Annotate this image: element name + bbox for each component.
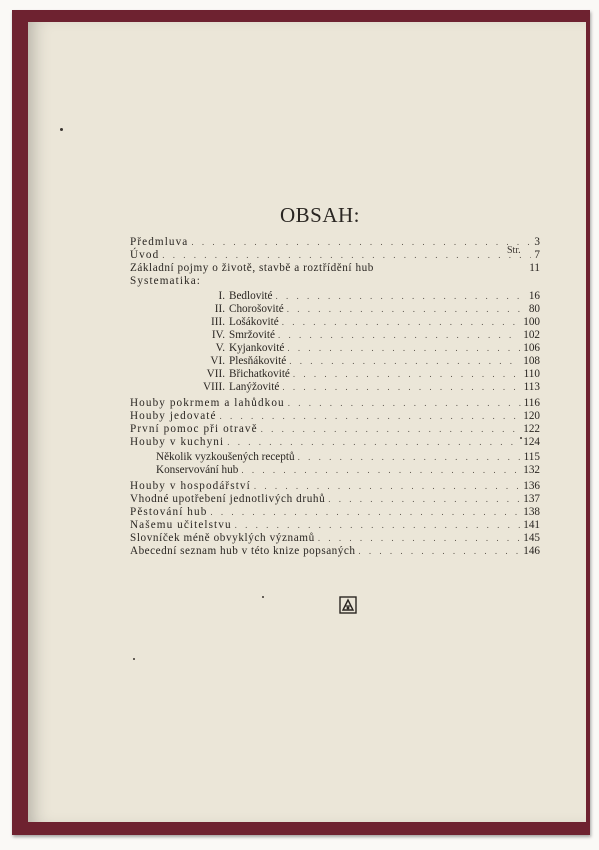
leader-dots bbox=[227, 436, 520, 449]
roman-numeral: VIII. bbox=[202, 381, 225, 393]
toc-entry-label: Lošákovité bbox=[229, 316, 279, 328]
leader-dots bbox=[241, 464, 520, 477]
toc-entry-label: Plesňákovité bbox=[229, 355, 287, 367]
toc-entry-label: Několik vyzkoušených receptů bbox=[156, 451, 295, 463]
toc-entry-label: Houby pokrmem a lahůdkou bbox=[130, 397, 285, 409]
toc-entry-page: 116 bbox=[523, 397, 540, 409]
toc-entry-page: 132 bbox=[523, 464, 540, 476]
leader-dots bbox=[282, 316, 521, 329]
toc-entry-label: Našemu učitelstvu bbox=[130, 519, 232, 531]
toc-entry-page: 122 bbox=[523, 423, 540, 435]
roman-numeral: V. bbox=[215, 342, 225, 354]
toc-entry-label: Předmluva bbox=[130, 236, 189, 248]
toc-section-heading bbox=[130, 275, 540, 288]
toc-entry-page: 11 bbox=[529, 262, 540, 274]
roman-numeral: VII. bbox=[206, 368, 225, 380]
toc-entry bbox=[130, 397, 540, 410]
roman-numeral: I. bbox=[218, 290, 225, 302]
toc-subentry bbox=[188, 329, 540, 342]
leader-dots bbox=[293, 368, 521, 381]
toc-entry-page: 108 bbox=[523, 355, 540, 367]
toc-entry-page: 80 bbox=[528, 303, 540, 315]
toc-entry-label: Lanýžovité bbox=[229, 381, 280, 393]
toc-entry-page: 106 bbox=[523, 342, 540, 354]
toc-entry-page: 136 bbox=[523, 480, 540, 492]
toc-entry-page: 110 bbox=[523, 368, 540, 380]
leader-dots bbox=[288, 397, 521, 410]
toc-subentry bbox=[188, 368, 540, 381]
roman-numeral: VI. bbox=[210, 355, 225, 367]
toc-entry-label: Bedlovité bbox=[229, 290, 273, 302]
toc-entry-label: Systematika: bbox=[130, 275, 201, 287]
toc-subentry bbox=[188, 290, 540, 303]
leader-dots bbox=[358, 545, 520, 558]
toc-entry-label: Břichatkovité bbox=[229, 368, 290, 380]
leader-dots bbox=[261, 423, 521, 436]
page-column-label: Str. bbox=[507, 245, 521, 256]
roman-numeral: II. bbox=[214, 303, 225, 315]
toc-entry-label: Abecední seznam hub v této knize popsaných bbox=[130, 545, 356, 557]
toc-entry bbox=[130, 519, 540, 532]
toc-entry-page: 145 bbox=[523, 532, 540, 544]
leader-dots bbox=[282, 381, 520, 394]
toc-entry bbox=[130, 493, 540, 506]
leader-dots bbox=[287, 342, 520, 355]
toc-entry-label: Houby v hospodářství bbox=[130, 480, 251, 492]
leader-dots bbox=[276, 290, 526, 303]
toc-entry-page: 120 bbox=[523, 410, 540, 422]
toc-entry-page: 100 bbox=[523, 316, 540, 328]
leader-dots bbox=[298, 451, 521, 464]
toc-entry-label: První pomoc při otravě bbox=[130, 423, 258, 435]
leader-dots bbox=[278, 329, 520, 342]
book-page bbox=[28, 22, 586, 822]
roman-numeral: III. bbox=[211, 316, 225, 328]
toc-entry-label: Úvod bbox=[130, 249, 160, 261]
toc-subentry bbox=[156, 451, 540, 464]
toc-entry bbox=[130, 262, 540, 275]
toc-entry-page: 115 bbox=[523, 451, 540, 463]
toc-entry-page: 113 bbox=[523, 381, 540, 393]
toc-entry-label: Základní pojmy o životě, stavbě a roztřídění hub bbox=[130, 262, 374, 274]
toc-subentry bbox=[188, 316, 540, 329]
toc-entry bbox=[130, 410, 540, 423]
toc-entry-page: 124 bbox=[523, 436, 540, 448]
toc-entry-label: Kyjankovité bbox=[229, 342, 285, 354]
toc-entry bbox=[130, 423, 540, 436]
toc-entry bbox=[130, 506, 540, 519]
toc-entry-page: 102 bbox=[523, 329, 540, 341]
toc-entry-page: 146 bbox=[523, 545, 540, 557]
toc-entry bbox=[130, 480, 540, 493]
paper-speck bbox=[60, 128, 63, 131]
toc-subentry bbox=[156, 464, 540, 477]
leader-dots bbox=[191, 236, 531, 249]
roman-numeral: IV. bbox=[211, 329, 225, 341]
leader-dots bbox=[287, 303, 526, 316]
toc-subentry bbox=[188, 381, 540, 394]
toc-entry-label: Vhodné upotřebení jednotlivých druhů bbox=[130, 493, 326, 505]
toc-entry-page: 16 bbox=[528, 290, 540, 302]
leader-dots bbox=[210, 506, 520, 519]
toc-entry-page: 141 bbox=[523, 519, 540, 531]
paper-speck bbox=[520, 437, 522, 439]
page-title: OBSAH: bbox=[279, 203, 361, 227]
leader-dots bbox=[220, 410, 521, 423]
leader-dots bbox=[289, 355, 520, 368]
toc-entry-label: Chorošovité bbox=[229, 303, 284, 315]
toc-entry-label: Houby jedovaté bbox=[130, 410, 217, 422]
leader-dots bbox=[162, 249, 531, 262]
leader-dots bbox=[235, 519, 521, 532]
leader-dots bbox=[318, 532, 520, 545]
toc-entry bbox=[130, 545, 540, 558]
paper-speck bbox=[262, 596, 264, 598]
leader-dots bbox=[254, 480, 520, 493]
table-of-contents bbox=[28, 22, 586, 822]
toc-entry bbox=[130, 249, 540, 262]
toc-entry-page: 7 bbox=[534, 249, 540, 261]
paper-speck bbox=[133, 658, 135, 660]
toc-entry bbox=[130, 236, 540, 249]
toc-entry-page: 138 bbox=[523, 506, 540, 518]
toc-entry-label: Konservování hub bbox=[156, 464, 239, 476]
publisher-emblem-icon bbox=[339, 596, 357, 614]
toc-entry-page: 137 bbox=[523, 493, 540, 505]
toc-entry-page: 3 bbox=[534, 236, 540, 248]
toc-entry bbox=[130, 532, 540, 545]
toc-entry bbox=[130, 436, 540, 449]
toc-entry-label: Slovníček méně obvyklých významů bbox=[130, 532, 315, 544]
toc-subentry bbox=[188, 355, 540, 368]
toc-subentry bbox=[188, 303, 540, 316]
leader-dots bbox=[328, 493, 520, 506]
toc-subentry bbox=[188, 342, 540, 355]
toc-entry-label: Smržovité bbox=[229, 329, 275, 341]
toc-entry-label: Houby v kuchyni bbox=[130, 436, 225, 448]
toc-entry-label: Pěstování hub bbox=[130, 506, 208, 518]
